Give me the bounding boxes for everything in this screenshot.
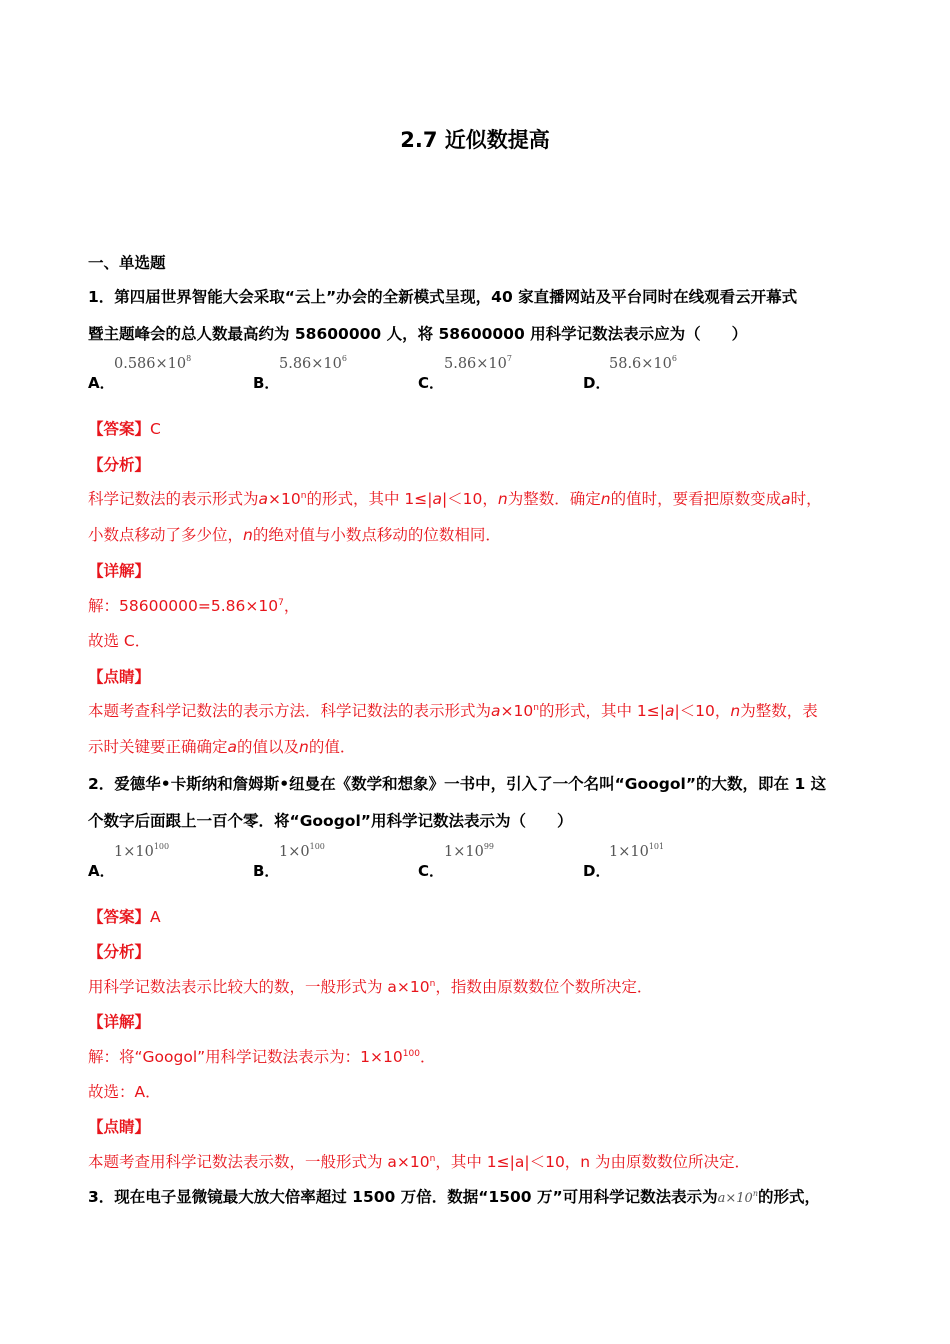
var-n: n [243, 526, 253, 544]
option-math [114, 356, 191, 372]
section-heading: 一、单选题 [88, 254, 166, 272]
option-label: A． [88, 862, 115, 880]
text: 的形式， [757, 1188, 820, 1206]
text: ，指数由原数数位个数所决定． [435, 978, 653, 996]
q1-stem-line2: 暨主题峰会的总人数最高约为 58600000 人，将 58600000 用科学记数法表示应为（ ） [88, 325, 748, 343]
q2-detail-line2: 故选：A． [88, 1083, 161, 1101]
text: 的形式，其中 1≤| [538, 702, 665, 720]
exp: 100 [402, 1049, 420, 1059]
math-exp: 7 [506, 354, 512, 363]
math-exp: 100 [153, 842, 170, 851]
option-math [444, 356, 512, 372]
text: ， [283, 597, 300, 615]
text: 小数点移动了多少位， [88, 526, 244, 544]
math-exp: 6 [671, 354, 677, 363]
option-label: B． [253, 374, 280, 392]
option-label: D． [583, 374, 611, 392]
exp: n [429, 1154, 436, 1164]
var-a: a [664, 702, 675, 720]
option-math [609, 356, 677, 372]
text: ×10 [268, 490, 301, 508]
q2-option-b [253, 842, 325, 881]
var-a: a [258, 490, 269, 508]
var-n: n [730, 702, 741, 720]
option-math [444, 844, 494, 860]
q3-stem-line1 [88, 1186, 820, 1210]
q1-analysis-label: 【分析】 [88, 456, 151, 474]
option-label: C． [418, 862, 445, 880]
q1-detail-line1 [88, 595, 299, 617]
q1-stem-line1: 1．第四届世界智能大会采取“云上”办会的全新模式呈现，40 家直播网站及平台同时在线观看云开幕式 [88, 288, 798, 306]
text: 本题考查科学记数法的表示方法．科学记数法的表示形式为 [88, 702, 492, 720]
var-a: a [227, 738, 238, 756]
q1-detail-label: 【详解】 [88, 562, 151, 580]
text: 解：将“Googol”用科学记数法表示为：1×10 [88, 1048, 403, 1066]
option-label: A． [88, 374, 115, 392]
math-base: 5.86×10 [444, 356, 507, 372]
exp: 7 [278, 598, 284, 608]
text: 用科学记数法表示比较大的数，一般形式为 a×10 [88, 978, 430, 996]
math-base: 1×10 [444, 844, 484, 860]
text: ． [419, 1048, 436, 1066]
var-n: n [600, 490, 611, 508]
text: ×10 [500, 702, 534, 720]
text: 示时关键要正确确定 [88, 738, 228, 756]
var-a: a [781, 490, 791, 508]
math-exp: 6 [341, 354, 347, 363]
math-base: 58.6×10 [609, 356, 672, 372]
q1-comment-line2 [88, 736, 355, 758]
q1-detail-line2: 故选 C． [88, 632, 151, 650]
inline-math [718, 1191, 758, 1206]
var-n: n [299, 738, 309, 756]
q2-detail-line1 [88, 1046, 435, 1068]
text: 的形式，其中 1≤| [306, 490, 433, 508]
q1-analysis-line2 [88, 524, 501, 546]
text: 为整数，表 [740, 702, 818, 720]
text: 解：58600000=5.86×10 [88, 597, 279, 615]
text: 的值时，要看把原数变成 [610, 490, 782, 508]
answer-label: 【答案】 [88, 908, 151, 926]
option-math [609, 844, 664, 860]
option-math [279, 356, 347, 372]
math-exp: 100 [309, 842, 325, 851]
q2-analysis-line1 [88, 976, 652, 998]
math-exp: 8 [186, 354, 192, 363]
option-math [279, 844, 325, 860]
q1-analysis-line1 [88, 488, 822, 510]
math-base: a×10 [717, 1191, 753, 1206]
answer-value: A [150, 908, 161, 926]
answer-label: 【答案】 [88, 420, 151, 438]
text: 为整数．确定 [507, 490, 601, 508]
option-math [114, 844, 169, 860]
text: 的值． [308, 738, 356, 756]
text: |＜10， [674, 702, 731, 720]
var-n: n [497, 490, 508, 508]
q2-analysis-label: 【分析】 [88, 943, 151, 961]
exp: n [533, 703, 539, 713]
text: 的绝对值与小数点移动的位数相同． [252, 526, 501, 544]
text: 3．现在电子显微镜最大放大倍率超过 1500 万倍．数据“1500 万”可用科学记数法表示为 [88, 1188, 718, 1206]
text: 本题考查用科学记数法表示数，一般形式为 a×10 [88, 1153, 430, 1171]
math-exp: 101 [648, 842, 665, 851]
option-label: C． [418, 374, 445, 392]
var-a: a [491, 702, 501, 720]
text: 科学记数法的表示形式为 [88, 490, 259, 508]
q2-stem-line2: 个数字后面跟上一百个零．将“Googol”用科学记数法表示为（ ） [88, 812, 573, 830]
text: |＜10， [441, 490, 498, 508]
exp: n [429, 979, 436, 989]
q1-comment-line1 [88, 700, 818, 722]
math-base: 5.86×10 [279, 356, 342, 372]
q2-detail-label: 【详解】 [88, 1013, 151, 1031]
exp: n [300, 491, 307, 501]
option-label: D． [583, 862, 611, 880]
math-exp: 99 [483, 842, 495, 851]
q2-stem-line1: 2．爱德华•卡斯纳和詹姆斯•纽曼在《数学和想象》一书中，引入了一个名叫“Googol”的大数，即在 1 这 [88, 775, 827, 793]
math-exp: n [752, 1189, 758, 1198]
text: 时， [790, 490, 822, 508]
math-base: 0.586×10 [114, 356, 187, 372]
answer-value: C [150, 420, 161, 438]
q2-comment-line1 [88, 1151, 750, 1173]
math-base: 1×10 [114, 844, 154, 860]
math-base: 1×0 [279, 844, 310, 860]
math-base: 1×10 [609, 844, 649, 860]
q1-comment-label: 【点睛】 [88, 668, 151, 686]
q2-answer [88, 906, 161, 928]
q2-comment-label: 【点睛】 [88, 1118, 151, 1136]
text: 的值以及 [237, 738, 300, 756]
var-a: a [432, 490, 442, 508]
page-title: 2.7 近似数提高 [400, 128, 550, 152]
q1-answer [88, 418, 161, 440]
text: ，其中 1≤|a|＜10，n 为由原数数位所决定． [435, 1153, 751, 1171]
option-label: B． [253, 862, 280, 880]
